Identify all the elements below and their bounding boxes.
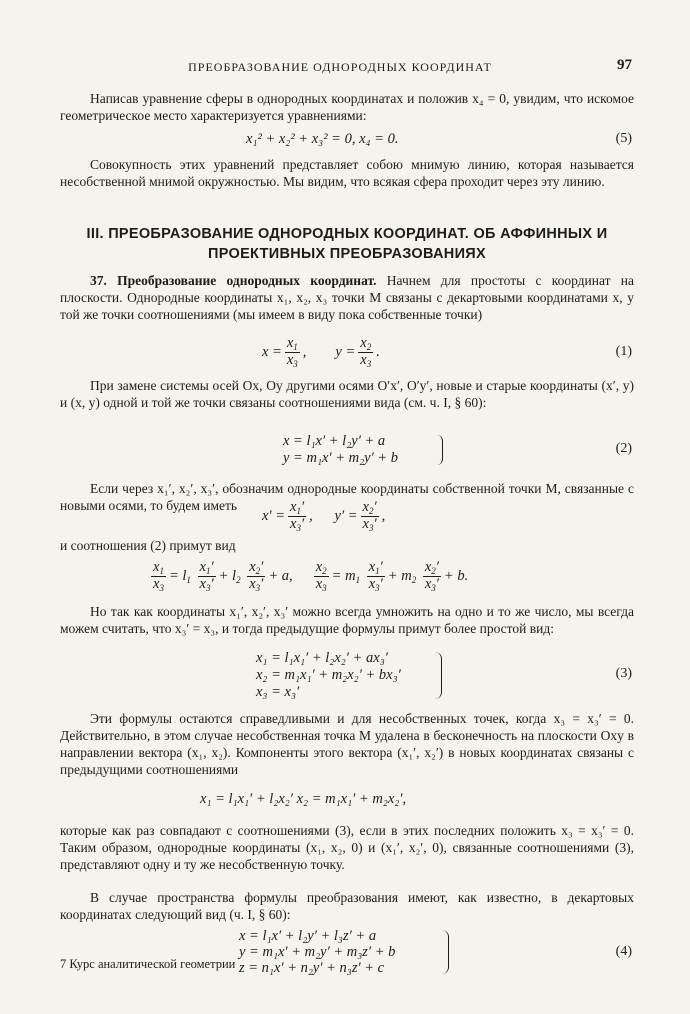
equation-1-number: (1) xyxy=(615,344,632,359)
equation-2-line-1: x = l₁x′ + l₂y′ + a xyxy=(283,433,386,449)
paragraph-8: Эти формулы остаются справедливыми и для несобственных точек, когда x₃ = x₃′ = 0. Действительно, в этом случае несобственная точка M удалена в бесконечность на плоскости Oxy в направлении вектора (x₁, x₂). Компоненты этого вектора (x₁′, x₂′) в новых координатах связаны с предыдущими соотношениями xyxy=(60,711,634,777)
paragraph-10: В случае пространства формулы преобразования имеют, как известно, в декартовых координатах следующий вид (ч. I, § 60): xyxy=(60,890,634,922)
equation-2-line-2: y = m₁x′ + m₂y′ + b xyxy=(283,450,399,466)
page-number: 97 xyxy=(617,57,632,73)
paragraph-3 xyxy=(60,272,634,323)
equation-2-number: (2) xyxy=(615,441,632,456)
footer-signature: 7 Курс аналитической геометрии xyxy=(60,957,236,971)
equation-5-number: (5) xyxy=(615,131,632,146)
equation-4-line-3: z = n₁x′ + n₂y′ + n₃z′ + c xyxy=(239,960,385,976)
equation-3 xyxy=(256,650,401,701)
equation-1: x = $\frac{x_1}{x_3}$ , y = $\frac{x_2}{x_3}$ . xyxy=(262,335,380,369)
equation-substituted: $\frac{x_1}{x_3}$ = $l_1$ $\frac{x_1'}{x_3'}$ + $l_2$ $\frac{x_2'}{x_3'}$ + a, $\frac{x_2}{x_3}$ = $m_1$ $\frac{x_1'}{x_3'}$ + $m_2$ $\frac{x_2'}{x_3'}$ + b. xyxy=(153,559,469,593)
paragraph-5: Если через x₁′, x₂′, x₃′, обозначим однородные координаты собственной точки M, связанные с новыми осями, то будем иметь xyxy=(60,481,634,513)
equation-4 xyxy=(239,928,395,976)
equation-3-number: (3) xyxy=(615,666,632,681)
equation-2-brace xyxy=(437,435,443,465)
paragraph-7: Но так как координаты x₁′, x₂′, x₃′ можно всегда умножить на одно и то же число, мы всегда можем считать, что x₃′ = x₃, и тогда предыдущие формулы примут более простой вид: xyxy=(60,604,634,636)
paragraph-3-text: Начнем для простоты с координат на плоскости. Однородные координаты x₁, x₂, x₃ точки M связаны с декартовыми координатами x, y той же точки соотношениями (мы имеем в виду пока собственные точки) xyxy=(60,273,634,322)
equation-5: x₁² + x₂² + x₃² = 0, x₄ = 0. xyxy=(246,131,399,147)
paragraph-4: При замене системы осей Ox, Oy другими осями O′x′, O′y′, новые и старые координаты (x′, y) и (x, y) одной и той же точки связаны соотношениями вида (см. ч. I, § 60): xyxy=(60,378,634,410)
paragraph-2: Совокупность этих уравнений представляет собою мнимую линию, которая называется несобственной мнимой окружностью. Мы видим, что всякая сфера проходит через эту линию. xyxy=(60,157,634,189)
equation-3-line-3: x₃ = x₃′ xyxy=(256,684,300,700)
equation-3-brace xyxy=(435,652,442,699)
equation-4-line-1: x = l₁x′ + l₂y′ + l₃z′ + a xyxy=(239,928,377,944)
equation-vector: x₁ = l₁x₁′ + l₂x₂′ x₂ = m₁x₁′ + m₂x₂′, xyxy=(200,791,407,807)
section-title: III. ПРЕОБРАЗОВАНИЕ ОДНОРОДНЫХ КООРДИНАТ. ОБ АФФИННЫХ И ПРОЕКТИВНЫХ ПРЕОБРАЗОВАНИЯХ xyxy=(86,226,608,262)
equation-prime: x′ = $\frac{x_1'}{x_3'}$ , y′ = $\frac{x_2'}{x_3'}$ , xyxy=(262,499,386,533)
subsection-heading: 37. Преобразование однородных координат. xyxy=(90,273,377,288)
running-header: ПРЕОБРАЗОВАНИЕ ОДНОРОДНЫХ КООРДИНАТ xyxy=(188,60,492,74)
equation-3-line-2: x₂ = m₁x₁′ + m₂x₂′ + bx₃′ xyxy=(256,667,401,683)
equation-4-number: (4) xyxy=(615,944,632,959)
equation-2 xyxy=(283,433,398,467)
equation-3-line-1: x₁ = l₁x₁′ + l₂x₂′ + ax₃′ xyxy=(256,650,388,666)
equation-4-brace xyxy=(442,930,449,974)
paragraph-9: которые как раз совпадают с соотношениями (3), если в этих последних положить x₃ = x₃′ = 0. Таким образом, однородные координаты (x₁, x₂, 0) и (x₁′, x₂′, 0), связанные соотношениями (3), представляют одну и ту же несобственную точку. xyxy=(60,823,634,872)
equation-4-line-2: y = m₁x′ + m₂y′ + m₃z′ + b xyxy=(239,944,396,960)
paragraph-6: и соотношения (2) примут вид xyxy=(60,538,236,553)
paragraph-1: Написав уравнение сферы в однородных координатах и положив x₄ = 0, увидим, что искомое геометрическое место характеризуется уравнениями: xyxy=(60,91,634,123)
